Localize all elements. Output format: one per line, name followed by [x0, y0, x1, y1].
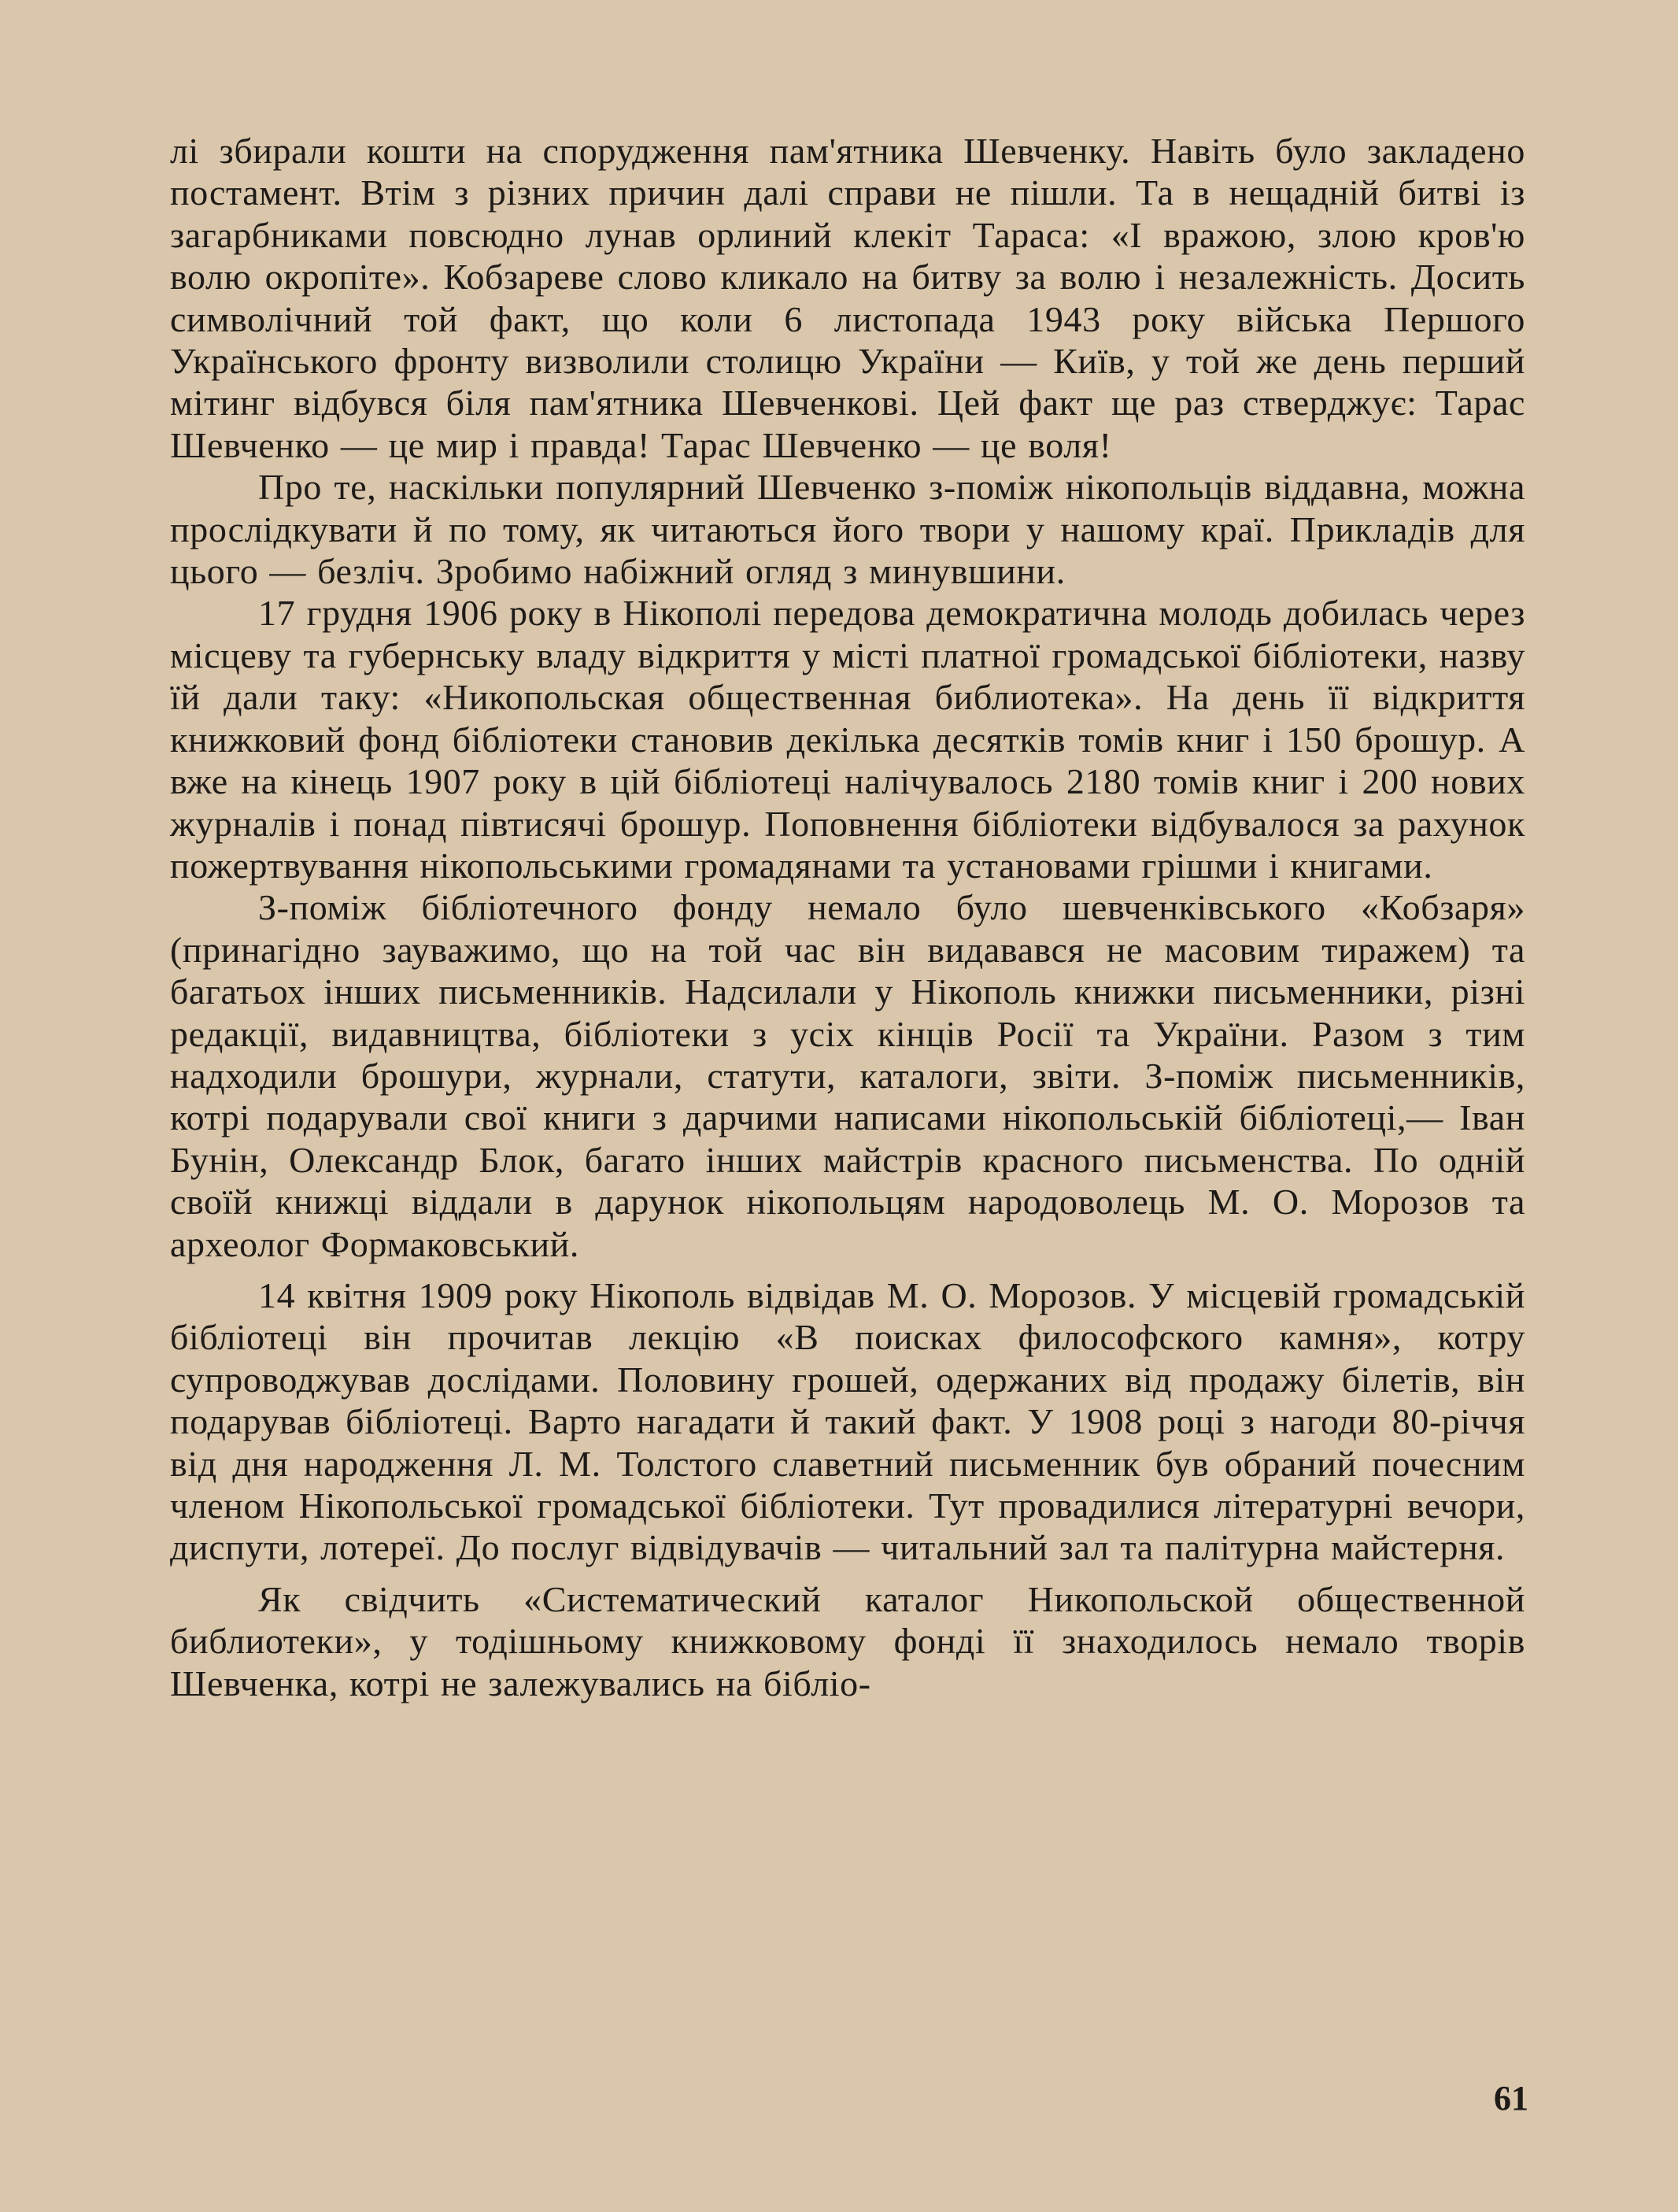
- paragraph-2: Про те, наскільки популярний Шевченко з-поміж нікопольців віддавна, можна прослідкувати й по тому, як читаються його твори у нашому краї. Прикладів для цього — безліч. Зробимо набіжний огляд з минувшини.: [170, 467, 1525, 592]
- paragraph-1: лі збирали кошти на спорудження пам'ятника Шевченку. Навіть було закладено постамент. Втім з різних причин далі справи не пішли. Та в нещадній битві із загарбниками повсюдно лунав орлиний клекіт Тараса: «І вражою, злою кров'ю волю окропіте». Кобзареве слово кликало на битву за волю і незалежність. Досить символічний той факт, що коли 6 листопада 1943 року війська Першого Українського фронту визволили столицю України — Київ, у той же день перший мітинг відбувся біля пам'ятника Шевченкові. Цей факт ще раз стверджує: Тарас Шевченко — це мир і правда! Тарас Шевченко — це воля!: [170, 131, 1525, 465]
- page-number: 61: [1494, 2079, 1528, 2118]
- paragraph-4: З-поміж бібліотечного фонду немало було шевченківського «Кобзаря» (принагідно зауважимо, що на той час він видавався не масовим тиражем) та багатьох інших письменників. Надсилали у Нікополь книжки письменники, різні редакції, видавництва, бібліотеки з усіх кінців Росії та України. Разом з тим надходили брошури, журнали, статути, каталоги, звіти. З-поміж письменників, котрі подарували свої книги з дарчими написами нікопольській бібліотеці,— Іван Бунін, Олександр Блок, багато інших майстрів красного письменства. По одній своїй книжці віддали в дарунок нікопольцям народоволець М. О. Морозов та археолог Формаковський.: [170, 887, 1525, 1264]
- paragraph-3: 17 грудня 1906 року в Нікополі передова демократична молодь добилась через місцеву та губернську владу відкриття у місті платної громадської бібліотеки, назву їй дали таку: «Никопольская общественная библиотека». На день її відкриття книжковий фонд бібліотеки становив декілька десятків томів книг і 150 брошур. А вже на кінець 1907 року в цій бібліотеці налічувалось 2180 томів книг і 200 нових журналів і понад півтисячі брошур. Поповнення бібліотеки відбувалося за рахунок пожертвування нікопольськими громадянами та установами грішми і книгами.: [170, 593, 1525, 886]
- paragraph-6: Як свідчить «Систематический каталог Никопольской общественной библиотеки», у тодішньому книжковому фонді її знаходилось немало творів Шевченка, котрі не залежувались на бібліо-: [170, 1578, 1525, 1703]
- page-text: [170, 130, 1525, 1704]
- paragraph-5: 14 квітня 1909 року Нікополь відвідав М. О. Морозов. У місцевій громадській бібліотеці він прочитав лекцію «В поисках философского камня», котру супроводжував дослідами. Половину грошей, одержаних від продажу білетів, він подарував бібліотеці. Варто нагадати й такий факт. У 1908 році з нагоди 80-річчя від дня народження Л. М. Толстого славетний письменник був обраний почесним членом Нікопольської громадської бібліотеки. Тут провадилися літературні вечори, диспути, лотереї. До послуг відвідувачів — читальний зал та палітурна майстерня.: [170, 1274, 1525, 1568]
